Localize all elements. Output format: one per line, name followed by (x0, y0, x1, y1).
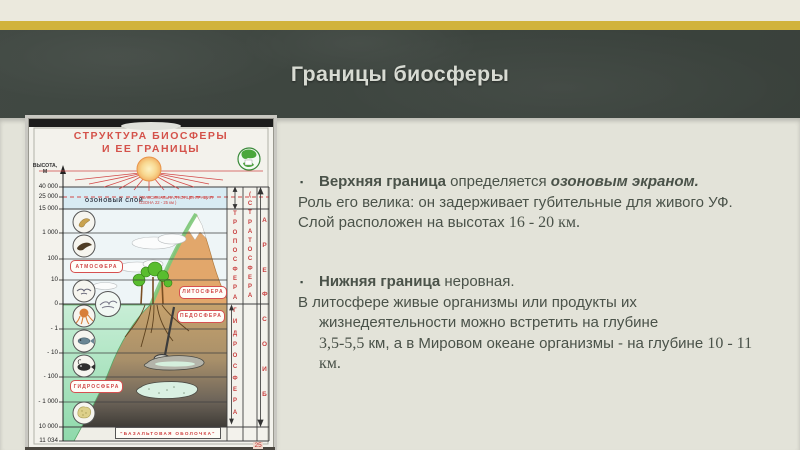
paragraph-line: В литосфере живые организмы или продукты их (298, 293, 637, 311)
hydrosphere-column-label: Г И Д Р О С Ф Е Р А (232, 308, 238, 416)
soaring-bird-circle (96, 292, 121, 317)
basalt-shell-label: "БАЗАЛЬТОВАЯ ОБОЛОЧКА" (115, 427, 221, 439)
top-cream-strip (0, 0, 800, 21)
pedosphere-label: ПЕДОСФЕРА (177, 310, 225, 323)
axis-tick-label: - 100 (43, 373, 58, 380)
poster-title-line2: И ЕЕ ГРАНИЦЫ (101, 143, 201, 155)
axis-tick-label: - 1 (50, 325, 58, 332)
axis-tick-label: 15 000 (38, 205, 58, 212)
page-title: Границы биосферы (290, 61, 510, 86)
lower-boundary-term: Нижняя граница (319, 273, 441, 290)
axis-arrowhead (60, 165, 66, 174)
ozone-screen-term: озоновым экраном. (550, 173, 699, 190)
axis-tick-label: 0 (54, 300, 58, 307)
content-area (0, 118, 800, 450)
height-axis-label-line1: ВЫСОТА, (32, 163, 58, 169)
ozone-note-line2: ОЗОНА 22 - 25 км ) (139, 199, 177, 205)
sun-icon (137, 157, 161, 181)
axis-tick-label: 40 000 (38, 183, 58, 190)
biosphere-column-label: А Р Е Ф С О И Б (262, 217, 268, 398)
ocean-depth-range-value: 10 - 11 (707, 334, 753, 352)
bullet-icon: ▪ (300, 177, 304, 187)
paragraph-line: км. (319, 355, 341, 372)
troposphere-column-label: Т Р О П О С Ф Е Р А (232, 211, 238, 301)
text-segment: км, а в Мировом океане организмы - на глубине (364, 334, 708, 352)
axis-tick-label: 100 (47, 255, 58, 262)
height-axis-label (31, 163, 59, 175)
gold-accent-strip (0, 21, 800, 30)
paragraph-line: Роль его велика: он задерживает губительные для живого УФ. (298, 193, 733, 211)
text-segment: определяется (446, 173, 551, 190)
upper-boundary-term: Верхняя граница (319, 173, 446, 190)
paragraph-line (298, 213, 798, 234)
paragraph-line (298, 172, 798, 193)
paragraph-line (298, 334, 798, 355)
poster-top-bar (29, 119, 273, 127)
axis-tick-label: 10 000 (38, 423, 58, 430)
bullet-icon: ▪ (300, 277, 304, 287)
axis-tick-label: 10 (50, 276, 58, 283)
ozone-note-line1: ( МАКСИМАЛЬНАЯ КОНЦЕНТРАЦИЯ (139, 194, 213, 200)
paragraph-line (298, 272, 798, 293)
ozone-concentration-note (139, 195, 227, 206)
depth-range-value: 3,5-5,5 (319, 334, 365, 352)
hydrosphere-label: ГИДРОСФЕРА (70, 380, 123, 393)
biosphere-structure-poster (28, 118, 274, 449)
axis-tick-label: - 1 000 (38, 398, 58, 405)
lithosphere-label: ЛИТОСФЕРА (179, 286, 227, 299)
sponge-icon (78, 407, 91, 418)
axis-tick-label: - 10 (47, 349, 58, 356)
poster-title-line1: СТРУКТУРА БИОСФЕРЫ (73, 130, 229, 142)
ozone-layer-label: ОЗОНОВЫЙ СЛОЙ (85, 198, 144, 204)
header-chalkboard (0, 30, 800, 118)
poster-hanger-arc (121, 122, 181, 130)
paragraph-line: жизнедеятельности можно встретить на глубине (319, 314, 659, 331)
height-axis-label-line2: М (42, 169, 48, 175)
text-segment: Слой расположен на высотах (298, 214, 509, 231)
lower-boundary-paragraph (298, 272, 798, 375)
axis-tick-label: 25 000 (38, 193, 58, 200)
altitude-range-value: 16 - 20 км. (508, 214, 581, 231)
axis-tick-label: 11 034 (39, 437, 58, 444)
axis-tick-label: 1 000 (42, 229, 58, 236)
axis-ticks (59, 187, 63, 441)
lens-water (155, 361, 195, 366)
atmosphere-label: АТМОСФЕРА (70, 260, 123, 273)
text-segment: неровная. (440, 273, 515, 290)
stratosphere-column-label: ( С Т Р А Т О С Ф Е Р А (247, 192, 253, 300)
upper-boundary-paragraph (298, 172, 798, 234)
poster-page-number: 25 (254, 442, 262, 449)
